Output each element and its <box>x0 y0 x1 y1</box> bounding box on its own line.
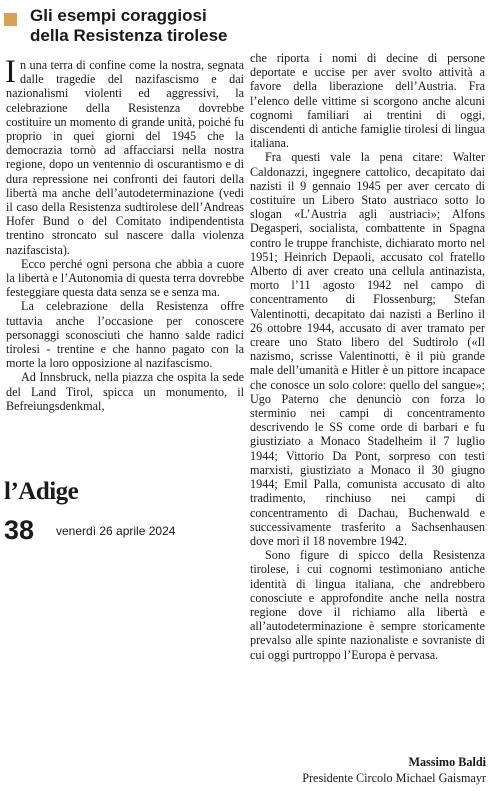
article-paragraph: che riporta i nomi di decine di persone deportate e uccise per aver svolto attività a favore della liberazione dell’Austria. Fra l’elenco delle vittime si scorgono anche alcuni cognomi familiari ai trentini di oggi, discendenti di antiche famiglie tirolesi di lingua italiana. <box>250 51 485 151</box>
paragraph-text: n una terra di confine come la nostra, segnata dalle tragedie del nazifascismo e dai nazionalismi violenti ed aggressivi, la celebrazione della Resistenza dovrebbe costituire un momento di grande unità, poiché fu proprio in quei giorni del 1945 che la democrazia tornò ad affacciarsi nella nostra regione, dopo un ventennio di oscurantismo e di dura repressione nei confronti dei fautori della libertà ma anche dell’autodeterminazione (vedi il caso della Resistenza sudtirolese dell’Andreas Hofer Bund o del Comitato indipendentista trentino stroncato sul nascere dalla violenza nazifascista). <box>6 58 244 257</box>
page-number: 38 <box>4 515 35 545</box>
author-role: Presidente Circolo Michael Gaismayr <box>302 771 486 785</box>
article-paragraph: Ad Innsbruck, nella piazza che ospita la sede del Land Tirol, spicca un monumento, il Befreiungsdenkmal, <box>6 370 244 413</box>
article-column-left <box>5 54 244 413</box>
article-paragraph: Fra questi vale la pena citare: Walter Caldonazzi, ingegnere cattolico, decapitato dai nazisti il 9 gennaio 1945 per aver cercato di costituire un Libero Stato austriaco sotto lo slogan «L’Austria agli austriaci»; Alfons Degasperi, socialista, combattente in Spagna contro le truppe franchiste, dichiarato morto nel 1951; Heinrich Depaoli, accusato col fratello Alberto di aver creato una cellula antinazista, morto l’11 agosto 1942 nel campo di concentramento di Flossenburg; Stefan Valentinotti, decapitato dai nazisti a Berlino il 26 ottobre 1944, accusato di aver tramato per creare uno Stato libero del Sudtirolo («Il nazismo, scrisse Valentinotti, è il più grande male dell’umanità e Hitler è un pittore incapace che conosce un solo colore: quello del sangue»; Ugo Paterno che denunciò con forza lo sterminio nei campi di concentramento descrivendo le SS come orde di barbari e fu giustiziato a Monaco Stadelheim il 7 luglio 1944; Vittorio Da Pont, sorpreso con testi marxisti, giustiziato a Monaco il 30 giugno 1944; Emil Palla, comunista accusato di alto tradimento, rinchiuso nei campi di concentramento di Dachau, Buchenwald e successivamente trasferito a Sachsenhausen dove morì il 18 novembre 1942. <box>250 150 485 548</box>
author-name: Massimo Baldi <box>408 755 486 769</box>
article-paragraph: Sono figure di spicco della Resistenza tirolese, i cui cognomi testimoniano antiche identità di lingua italiana, che andrebbero conosciute e approfondite anche nella nostra regione dove il richiamo alla libertà e all’autodeterminazione è sempre storicamente prevalso alle spinte nazionaliste e sovraniste di cui oggi purtroppo l’Europa è pervasa. <box>250 548 485 662</box>
headline-accent-square <box>4 13 17 26</box>
publication-date: venerdì 26 aprile 2024 <box>56 524 176 538</box>
headline-title: Gli esempi coraggiosi della Resistenza tirolese <box>30 6 228 45</box>
article-paragraph <box>5 54 244 257</box>
publication-name: l’Adige <box>4 478 79 505</box>
article-column-right <box>250 51 485 662</box>
drop-cap: I <box>5 54 16 90</box>
article-paragraph: La celebrazione della Resistenza offre tuttavia anche l’occasione per conoscere personaggi sconosciuti che hanno salde radici tirolesi - trentine e che hanno pagato con la morte la loro opposizione al nazifascismo. <box>6 299 244 371</box>
article-paragraph: Ecco perché ogni persona che abbia a cuore la libertà e l’Autonomia di questa terra dovrebbe festeggiare questa data senza se e senza ma. <box>6 256 244 300</box>
